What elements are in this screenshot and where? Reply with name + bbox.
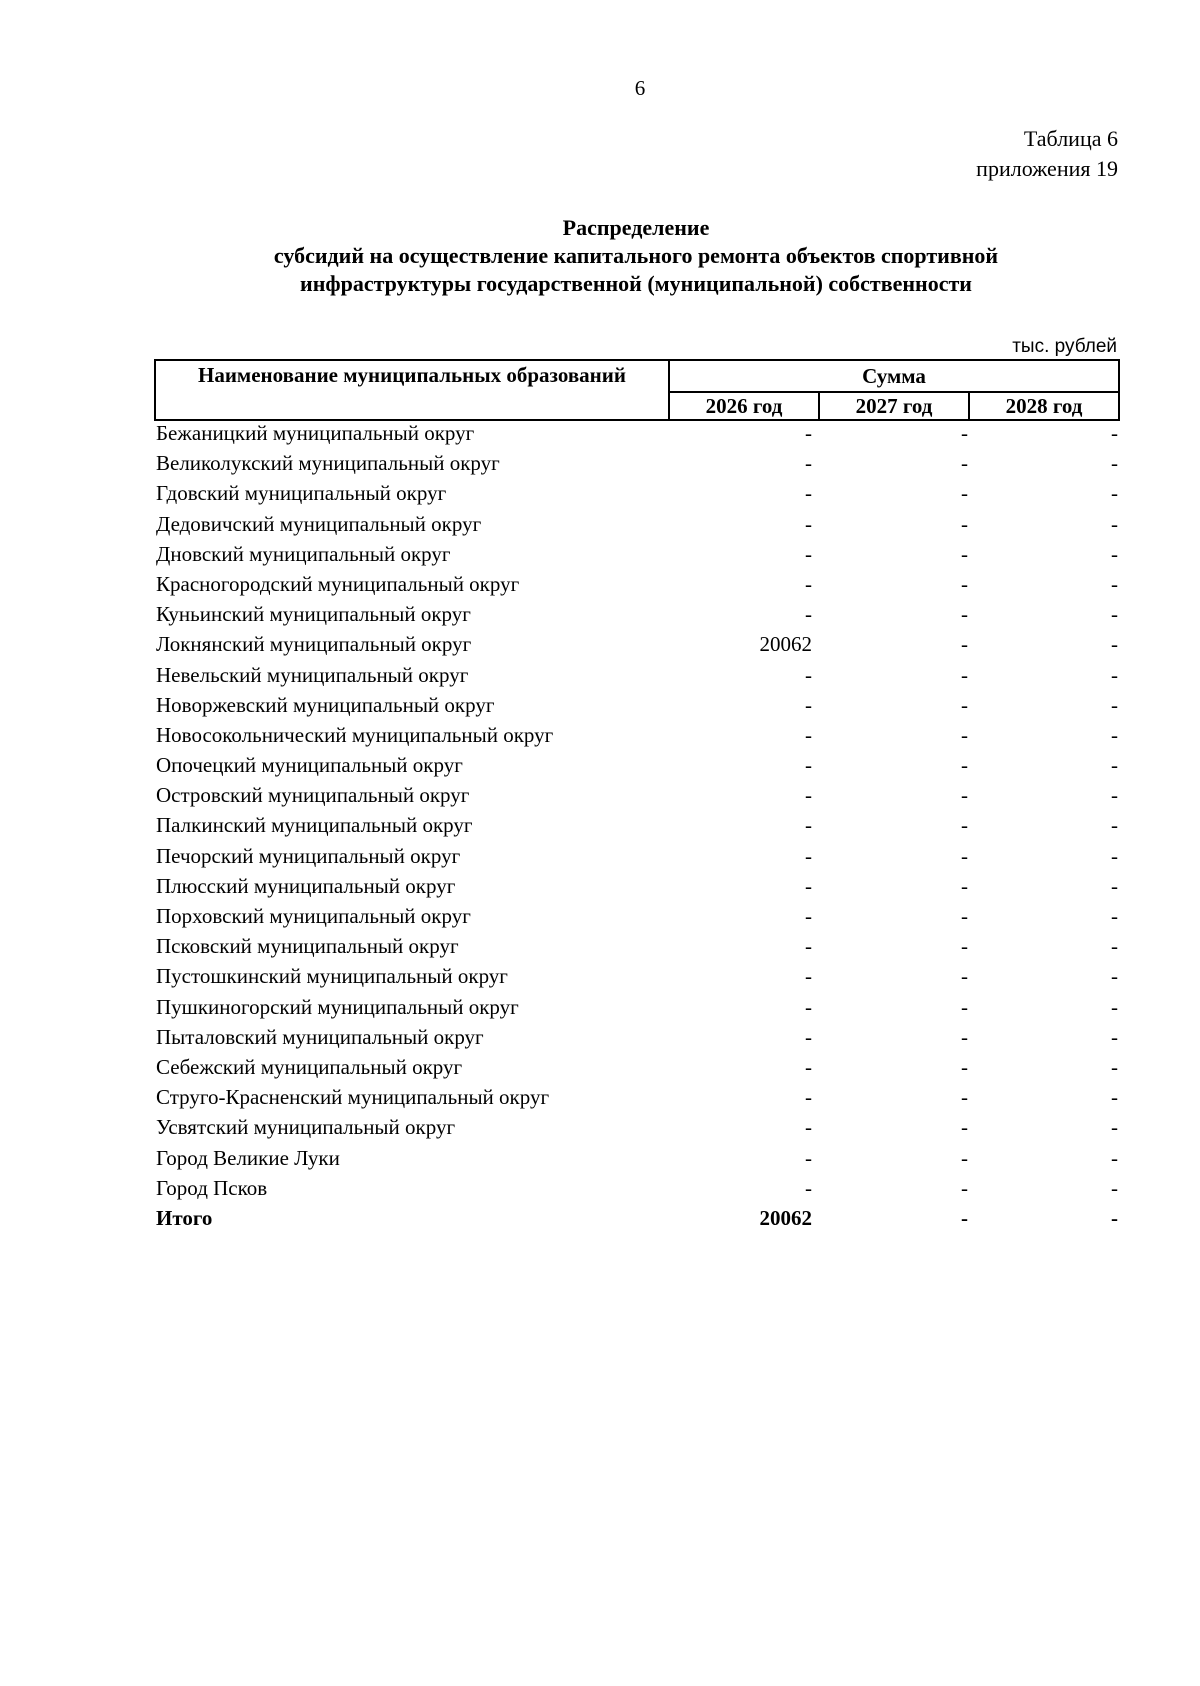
value-2028: - [1111,1205,1118,1230]
value-2027: - [961,934,968,959]
title-line1: Распределение [562,215,710,240]
title-line2: субсидий на осуществление капитального ремонта объектов спортивной [273,243,999,268]
municipality-name: Город Великие Луки [156,1145,340,1170]
value-2026: - [805,904,812,928]
municipality-name: Усвятский муниципальный округ [156,1115,456,1140]
value-2027: - [961,783,968,808]
value-2027: - [961,421,968,445]
table-row [154,1022,1118,1052]
table-row [154,478,1118,508]
municipality-name: Куньинский муниципальный округ [156,602,471,627]
value-2027: - [961,1175,968,1200]
municipality-name: Пустошкинский муниципальный округ [156,964,508,989]
municipality-name: Порховский муниципальный округ [156,904,471,928]
table-row [154,509,1118,539]
value-2028: - [1111,481,1118,506]
value-2028: - [1111,571,1118,596]
table-row [154,810,1118,840]
value-2028: - [1111,421,1118,445]
municipality-name: Псковский муниципальный округ [156,934,459,959]
value-2028: - [1111,873,1118,898]
value-2026: - [805,1054,812,1079]
table-row [154,992,1118,1022]
value-2026: - [805,783,812,808]
header-sum: Сумма [669,360,1119,392]
value-2027: - [961,541,968,566]
value-2026: - [805,843,812,868]
value-2028: - [1111,813,1118,838]
value-2026: - [805,541,812,566]
municipality-name: Дновский муниципальный округ [156,541,451,566]
table-row [154,961,1118,991]
value-2027: - [961,451,968,476]
value-2027: - [961,1115,968,1140]
table-row [154,539,1118,569]
value-2027: - [961,753,968,778]
municipality-name: Печорский муниципальный округ [156,843,461,868]
value-2027: - [961,511,968,536]
value-2026: - [805,1115,812,1140]
municipality-name: Красногородский муниципальный округ [156,571,520,596]
municipality-name: Островский муниципальный округ [156,783,470,808]
municipality-name: Новосокольнический муниципальный округ [156,722,554,747]
value-2027: - [961,1145,968,1170]
table-reference-line2: приложения 19 [976,156,1118,181]
value-2026: - [805,421,812,445]
value-2026: - [805,571,812,596]
value-2026: 20062 [759,632,812,657]
value-2026: - [805,934,812,959]
value-2026: - [805,722,812,747]
value-2028: - [1111,662,1118,687]
value-2026: - [805,1024,812,1049]
table-reference-line1: Таблица 6 [1023,126,1118,151]
value-2028: - [1111,1024,1118,1049]
table-row [154,931,1118,961]
document-title [0,214,1200,298]
units-label: тыс. рублей [1012,336,1117,357]
value-2028: - [1111,692,1118,717]
value-2027: - [961,692,968,717]
table-row [154,1082,1118,1112]
value-2028: - [1111,843,1118,868]
value-2027: - [961,722,968,747]
value-2027: - [961,571,968,596]
municipality-name: Гдовский муниципальный округ [156,481,447,506]
value-2027: - [961,1024,968,1049]
value-2027: - [961,481,968,506]
value-2026: - [805,1175,812,1200]
table-header [154,359,1120,421]
value-2027: - [961,843,968,868]
value-2027: - [961,994,968,1019]
value-2027: - [961,964,968,989]
municipality-name: Струго-Красненский муниципальный округ [156,1085,550,1110]
value-2027: - [961,1054,968,1079]
table-reference [976,124,1118,184]
table-row [154,780,1118,810]
value-2028: - [1111,783,1118,808]
table-row [154,569,1118,599]
value-2026: - [805,662,812,687]
table-row [154,1112,1118,1142]
value-2026: - [805,451,812,476]
municipality-name: Великолукский муниципальный округ [156,451,500,476]
value-2027: - [961,813,968,838]
municipality-name: Пушкиногорский муниципальный округ [156,994,519,1019]
value-2028: - [1111,722,1118,747]
table-row [154,720,1118,750]
municipality-name: Пыталовский муниципальный округ [156,1024,484,1049]
table-row [154,599,1118,629]
title-line3: инфраструктуры государственной (муниципальной) собственности [300,271,972,296]
value-2028: - [1111,1175,1118,1200]
table-row [154,690,1118,720]
value-2027: - [961,1205,968,1230]
value-2026: - [805,994,812,1019]
value-2026: - [805,873,812,898]
value-2028: - [1111,1145,1118,1170]
header-name: Наименование муниципальных образований [155,360,669,420]
municipality-name: Невельский муниципальный округ [156,662,469,687]
page-number: 6 [634,76,646,100]
value-2028: - [1111,753,1118,778]
value-2028: - [1111,934,1118,959]
value-2027: - [961,632,968,657]
value-2026: - [805,753,812,778]
value-2026: - [805,1145,812,1170]
value-2027: - [961,1085,968,1110]
value-2026: - [805,813,812,838]
municipality-name: Палкинский муниципальный округ [156,813,473,838]
value-2028: - [1111,994,1118,1019]
value-2026: - [805,481,812,506]
value-2028: - [1111,964,1118,989]
municipality-name: Опочецкий муниципальный округ [156,753,463,778]
municipality-name: Дедовичский муниципальный округ [156,511,482,536]
table-row [154,750,1118,780]
value-2027: - [961,873,968,898]
municipality-name: Себежский муниципальный округ [156,1054,463,1079]
table-row [154,418,1118,448]
table-row [154,841,1118,871]
table-row [154,448,1118,478]
municipality-name: Город Псков [156,1175,268,1200]
value-2028: - [1111,541,1118,566]
value-2028: - [1111,451,1118,476]
value-2028: - [1111,602,1118,627]
value-2026: - [805,964,812,989]
table-row [154,1143,1118,1173]
table-row [154,901,1118,931]
header-2028: 2028 год [969,392,1119,420]
value-2027: - [961,662,968,687]
header-2026: 2026 год [669,392,819,420]
value-2028: - [1111,1054,1118,1079]
municipality-name: Бежаницкий муниципальный округ [156,421,475,445]
value-2027: - [961,602,968,627]
value-2026: - [805,1085,812,1110]
table-body [154,418,1118,1233]
municipality-name: Локнянский муниципальный округ [156,632,472,657]
table-row [154,871,1118,901]
value-2026: - [805,602,812,627]
value-2028: - [1111,1085,1118,1110]
table-row [154,1052,1118,1082]
table-row [154,1173,1118,1203]
municipality-name: Итого [156,1205,213,1230]
value-2028: - [1111,1115,1118,1140]
header-2027: 2027 год [819,392,969,420]
value-2026: - [805,692,812,717]
value-2028: - [1111,904,1118,928]
municipality-name: Плюсский муниципальный округ [156,873,456,898]
value-2028: - [1111,511,1118,536]
value-2028: - [1111,632,1118,657]
value-2027: - [961,904,968,928]
table-row [154,629,1118,659]
value-2026: 20062 [759,1205,812,1230]
total-row [154,1203,1118,1233]
municipality-name: Новоржевский муниципальный округ [156,692,495,717]
value-2026: - [805,511,812,536]
table-row [154,660,1118,690]
